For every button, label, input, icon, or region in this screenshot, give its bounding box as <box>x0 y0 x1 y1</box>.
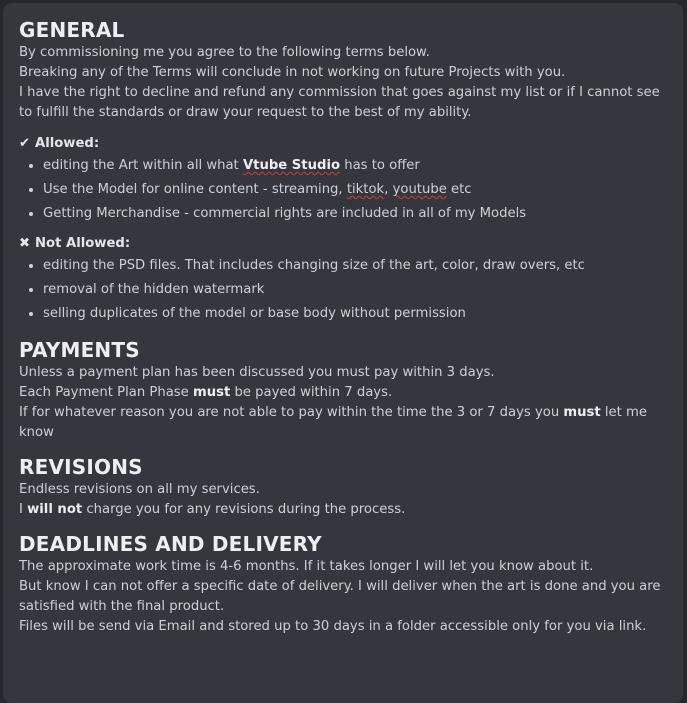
deadlines-line-1: The approximate work time is 4-6 months. If it takes longer I will let you know about it. <box>19 559 594 574</box>
cross-icon: ✖ <box>19 236 31 251</box>
spellcheck-word: tiktok <box>346 182 385 197</box>
general-line-1: By commissioning me you agree to the following terms below. <box>19 45 430 60</box>
payments-heading: PAYMENTS <box>19 338 140 362</box>
spellcheck-word: Vtube Studio <box>242 158 341 173</box>
general-heading: GENERAL <box>19 18 125 42</box>
not-allowed-heading <box>19 234 671 254</box>
terms-panel <box>3 3 683 703</box>
allowed-heading <box>19 134 671 154</box>
list-item: • Getting Merchandise - commercial rights are included in all of my Models <box>43 202 671 226</box>
deadlines-line-2: But know I can not offer a specific date of delivery. I will deliver when the art is done and you are satisfied with the final product. <box>19 579 661 614</box>
general-line-3: I have the right to decline and refund any commission that goes against my list or if I cannot see to fulfill the standards or draw your request to the best of my ability. <box>19 85 660 120</box>
not-allowed-list <box>19 254 671 326</box>
allowed-list <box>19 154 671 226</box>
revisions-line-2: I will not charge you for any revisions during the process. <box>19 502 406 517</box>
spellcheck-word: youtube <box>392 182 447 197</box>
allowed-label: Allowed: <box>35 136 100 151</box>
not-allowed-label: Not Allowed: <box>35 236 131 251</box>
revisions-line-1: Endless revisions on all my services. <box>19 482 260 497</box>
payments-line-1: Unless a payment plan has been discussed you must pay within 3 days. <box>19 365 495 380</box>
payments-line-2: Each Payment Plan Phase must be payed within 7 days. <box>19 385 393 400</box>
payments-line-3: If for whatever reason you are not able to pay within the time the 3 or 7 days you must let me know <box>19 405 647 440</box>
list-item: • removal of the hidden watermark <box>43 278 671 302</box>
list-item: • editing the PSD files. That includes changing size of the art, color, draw overs, etc <box>43 254 671 278</box>
deadlines-heading: DEADLINES AND DELIVERY <box>19 532 322 556</box>
revisions-heading: REVISIONS <box>19 455 143 479</box>
list-item: • Use the Model for online content - streaming, tiktok, youtube etc <box>43 178 671 202</box>
list-item: • editing the Art within all what Vtube Studio has to offer <box>43 154 671 178</box>
deadlines-line-3: Files will be send via Email and stored up to 30 days in a folder accessible only for you via link. <box>19 619 647 634</box>
general-line-2: Breaking any of the Terms will conclude in not working on future Projects with you. <box>19 65 566 80</box>
list-item: • selling duplicates of the model or base body without permission <box>43 302 671 326</box>
checkmark-icon: ✔ <box>19 136 31 151</box>
